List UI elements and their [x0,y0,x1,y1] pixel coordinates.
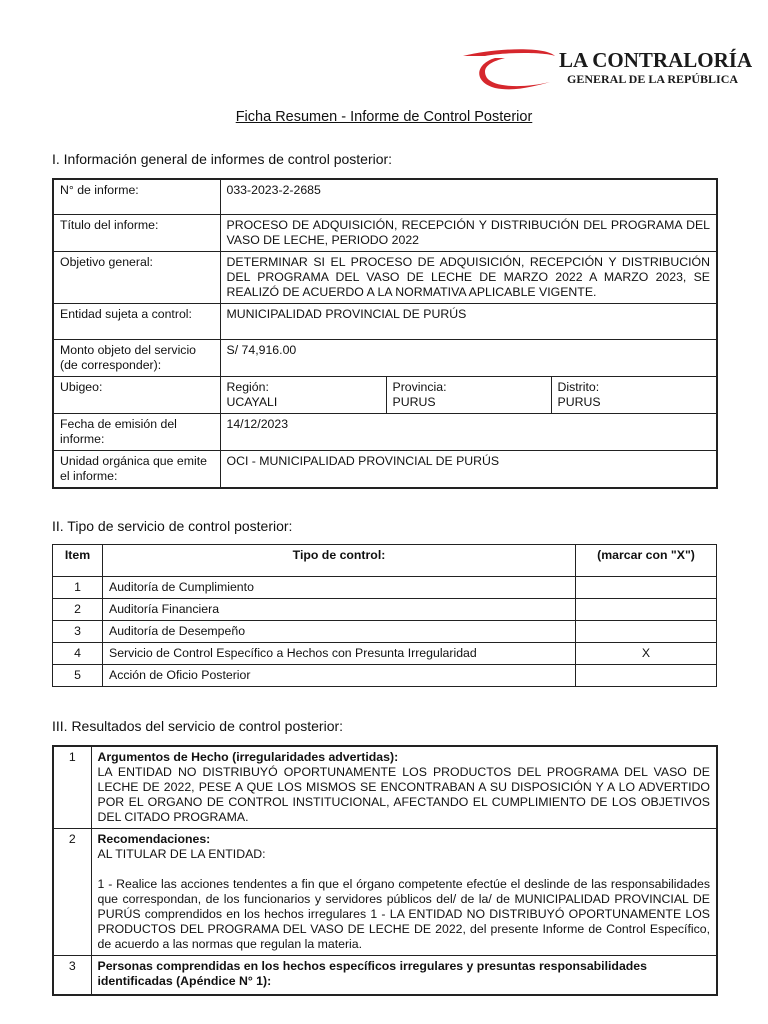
logo-swoosh-icon [455,44,555,94]
row-label: Unidad orgánica que emite el informe: [53,450,220,488]
distrito-label: Distrito: [557,379,600,394]
provincia-value: PURUS [392,394,436,409]
section1-heading: I. Información general de informes de control posterior: [52,151,393,167]
region-cell [220,376,386,413]
table-row [53,339,717,376]
table-row [53,576,717,598]
control-type: Auditoría Financiera [103,598,576,620]
item-number: 4 [53,642,103,664]
row-label: Ubigeo: [53,376,220,413]
mark-cell: X [576,642,717,664]
row-label: Fecha de emisión del informe: [53,413,220,450]
row-number: 2 [53,828,91,955]
region-label: Región: [226,379,269,394]
mark-cell [576,620,717,642]
distrito-value: PURUS [557,394,601,409]
result-title: Personas comprendidas en los hechos específicos irregulares y presuntas responsabilidades identificadas (Apéndice N° 1): [97,958,647,988]
row-value: DETERMINAR SI EL PROCESO DE ADQUISICIÓN, RECEPCIÓN Y DISTRIBUCIÓN DEL PROGRAMA DEL VASO DE LECHE DE MARZO 2022 A MARZO 2023, SE REALIZÓ DE ACUERDO A LA NORMATIVA APLICABLE VIGENTE. [220,251,717,303]
section2-heading: II. Tipo de servicio de control posterior: [52,517,293,534]
table-row [53,955,717,995]
general-info-table [52,178,718,489]
distrito-cell [551,376,717,413]
row-value: OCI - MUNICIPALIDAD PROVINCIAL DE PURÚS [220,450,717,488]
row-value: 14/12/2023 [220,413,717,450]
row-value: PROCESO DE ADQUISICIÓN, RECEPCIÓN Y DISTRIBUCIÓN DEL PROGRAMA DEL VASO DE LECHE, PERIODO 2022 [220,214,717,251]
header-item: Item [53,544,103,576]
document-body [52,108,716,1016]
result-subtitle: AL TITULAR DE LA ENTIDAD: [97,846,266,861]
logo-text [559,48,752,87]
item-number: 3 [53,620,103,642]
table-row [53,642,717,664]
result-title: Recomendaciones: [97,831,211,846]
control-type: Auditoría de Cumplimiento [103,576,576,598]
ubigeo-row [53,376,717,413]
header-mark: (marcar con "X") [576,544,717,576]
row-label: Objetivo general: [53,251,220,303]
control-type: Acción de Oficio Posterior [103,664,576,686]
result-text: 1 - Realice las acciones tendentes a fin que el órgano competente efectúe el deslinde de las responsabilidades que correspondan, de los funcionarios y servidores públicos del/ de la/ de MUNICIPALIDAD PROVINCIAL DE PURÚS comprendidos en los hechos irregulares 1 - LA ENTIDAD NO DISTRIBUYÓ OPORTUNAMENTE LOS PRODUCTOS DEL PROGRAMA DEL VASO DE LECHE DE 2022, del presente Informe de Control Específico, de acuerdo a las normas que regulan la materia. [97,876,710,951]
table-row [53,413,717,450]
row-number: 1 [53,746,91,829]
row-value: MUNICIPALIDAD PROVINCIAL DE PURÚS [220,303,717,339]
contraloria-logo [455,44,753,96]
row-label: Título del informe: [53,214,220,251]
row-number: 3 [53,955,91,995]
row-label: Monto objeto del servicio (de corresponder): [53,339,220,376]
header-row [53,544,717,576]
control-type-table [52,544,717,687]
table-row [53,251,717,303]
table-row [53,828,717,955]
row-label: Entidad sujeta a control: [53,303,220,339]
result-title: Argumentos de Hecho (irregularidades advertidas): [97,749,399,764]
control-type: Servicio de Control Específico a Hechos con Presunta Irregularidad [103,642,576,664]
row-value: 033-2023-2-2685 [220,179,717,214]
logo-line1: LA CONTRALORÍA [559,48,753,72]
result-cell [91,955,717,995]
section3-heading: III. Resultados del servicio de control posterior: [52,717,344,734]
item-number: 2 [53,598,103,620]
control-type: Auditoría de Desempeño [103,620,576,642]
table-row [53,598,717,620]
mark-cell [576,664,717,686]
region-value: UCAYALI [226,394,278,409]
table-row [53,664,717,686]
provincia-label: Provincia: [392,379,447,394]
table-row [53,214,717,251]
mark-cell [576,576,717,598]
mark-cell [576,598,717,620]
results-table [52,745,718,997]
table-row [53,303,717,339]
row-value: S/ 74,916.00 [220,339,717,376]
result-cell [91,828,717,955]
result-text: LA ENTIDAD NO DISTRIBUYÓ OPORTUNAMENTE LOS PRODUCTOS DEL PROGRAMA DEL VASO DE LECHE DE 2022, PESE A QUE LOS MISMOS SE ENCONTRABAN A SU DISPOSICIÓN Y A LO ADVERTIDO POR EL ORGANO DE CONTROL INSTITUCIONAL, AFECTANDO EL CUMPLIMIENTO DE LOS OBJETIVOS DEL CITADO PROGRAMA. [97,764,710,824]
table-row [53,620,717,642]
page-title: Ficha Resumen - Informe de Control Posterior [235,109,533,125]
logo-line2: GENERAL DE LA REPÚBLICA [567,72,739,86]
header-tipo: Tipo de control: [103,544,576,576]
row-label: N° de informe: [53,179,220,214]
item-number: 5 [53,664,103,686]
provincia-cell [386,376,551,413]
result-cell [91,746,717,829]
item-number: 1 [53,576,103,598]
table-row [53,179,717,214]
table-row [53,450,717,488]
table-row [53,746,717,829]
